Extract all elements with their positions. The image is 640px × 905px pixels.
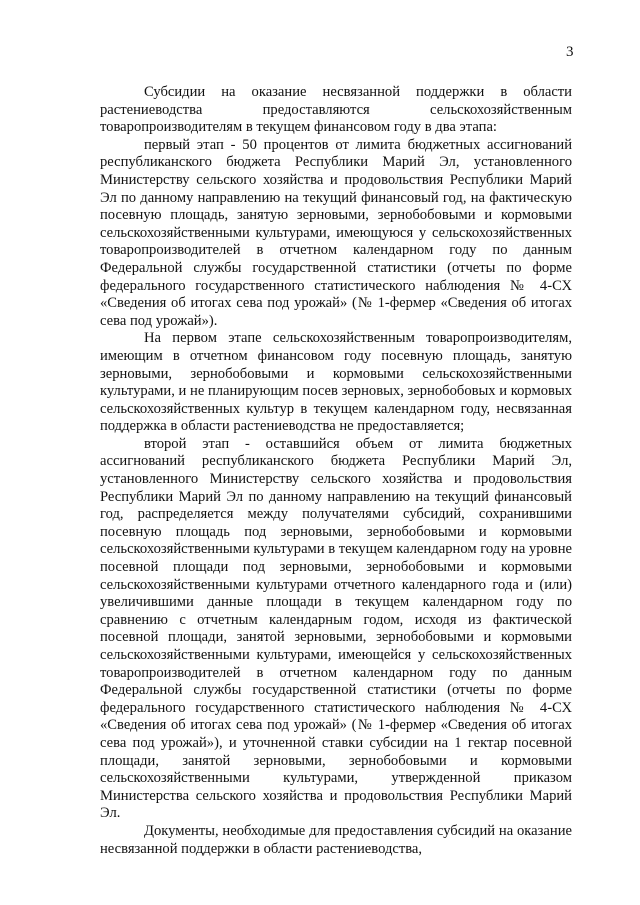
paragraph-subsidy-stages: Субсидии на оказание несвязанной поддержки в области растениеводства предоставляются сельскохозяйственным товаропроизводителям в текущем финансовом году в два этапа: <box>100 84 572 136</box>
paragraph-documents: Документы, необходимые для предоставления субсидий на оказание несвязанной поддержки в области растениеводства, <box>100 822 572 857</box>
page-number: 3 <box>566 44 574 60</box>
document-body <box>100 84 572 858</box>
paragraph-first-stage-condition: На первом этапе сельскохозяйственным товаропроизводителям, имеющим в отчетном финансовом году посевную площадь, занятую зерновыми, зернобобовыми и кормовыми сельскохозяйственными культурами, и не планирующим посев зерновых, зернобобовых и кормовых сельскохозяйственных культур в текущем календарном году, несвязанная поддержка в области растениеводства не предоставляется; <box>100 330 572 435</box>
paragraph-first-stage: первый этап - 50 процентов от лимита бюджетных ассигнований республиканского бюджета Республики Марий Эл, установленного Министерству сельского хозяйства и продовольствия Республики Марий Эл по данному направлению на текущий финансовый год, на фактическую посевную площадь, занятую зерновыми, зернобобовыми и кормовыми сельскохозяйственными культурами, имеющуюся у сельскохозяйственных товаропроизводителей в отчетном календарном году по данным Федеральной службы государственной статистики (отчеты по форме федерального государственного статистического наблюдения № 4-СХ «Сведения об итогах сева под урожай» (№ 1-фермер «Сведения об итогах сева под урожай»). <box>100 136 572 329</box>
paragraph-second-stage: второй этап - оставшийся объем от лимита бюджетных ассигнований республиканского бюджета Республики Марий Эл, установленного Министерству сельского хозяйства и продовольствия Республики Марий Эл по данному направлению на текущий финансовый год, распределяется между получателями субсидий, сохранившими посевную площадь под зерновыми, зернобобовыми и кормовыми сельскохозяйственными культурами в текущем календарном году на уровне посевной площади под зерновыми, зернобобовыми и кормовыми сельскохозяйственными культурами отчетного календарного года и (или) увеличившими данные площади в текущем календарном году по сравнению с отчетным календарным годом, исходя из фактической посевной площади, занятой зерновыми, зернобобовыми и кормовыми сельскохозяйственными культурами, имеющейся у сельскохозяйственных товаропроизводителей в отчетном календарном году по данным Федеральной службы государственной статистики (отчеты по форме федерального государственного статистического наблюдения № 4-СХ «Сведения об итогах сева под урожай» (№ 1-фермер «Сведения об итогах сева под урожай»), и уточненной ставки субсидии на 1 гектар посевной площади, занятой зерновыми, зернобобовыми и кормовыми сельскохозяйственными культурами, утвержденной приказом Министерства сельского хозяйства и продовольствия Республики Марий Эл. <box>100 435 572 822</box>
